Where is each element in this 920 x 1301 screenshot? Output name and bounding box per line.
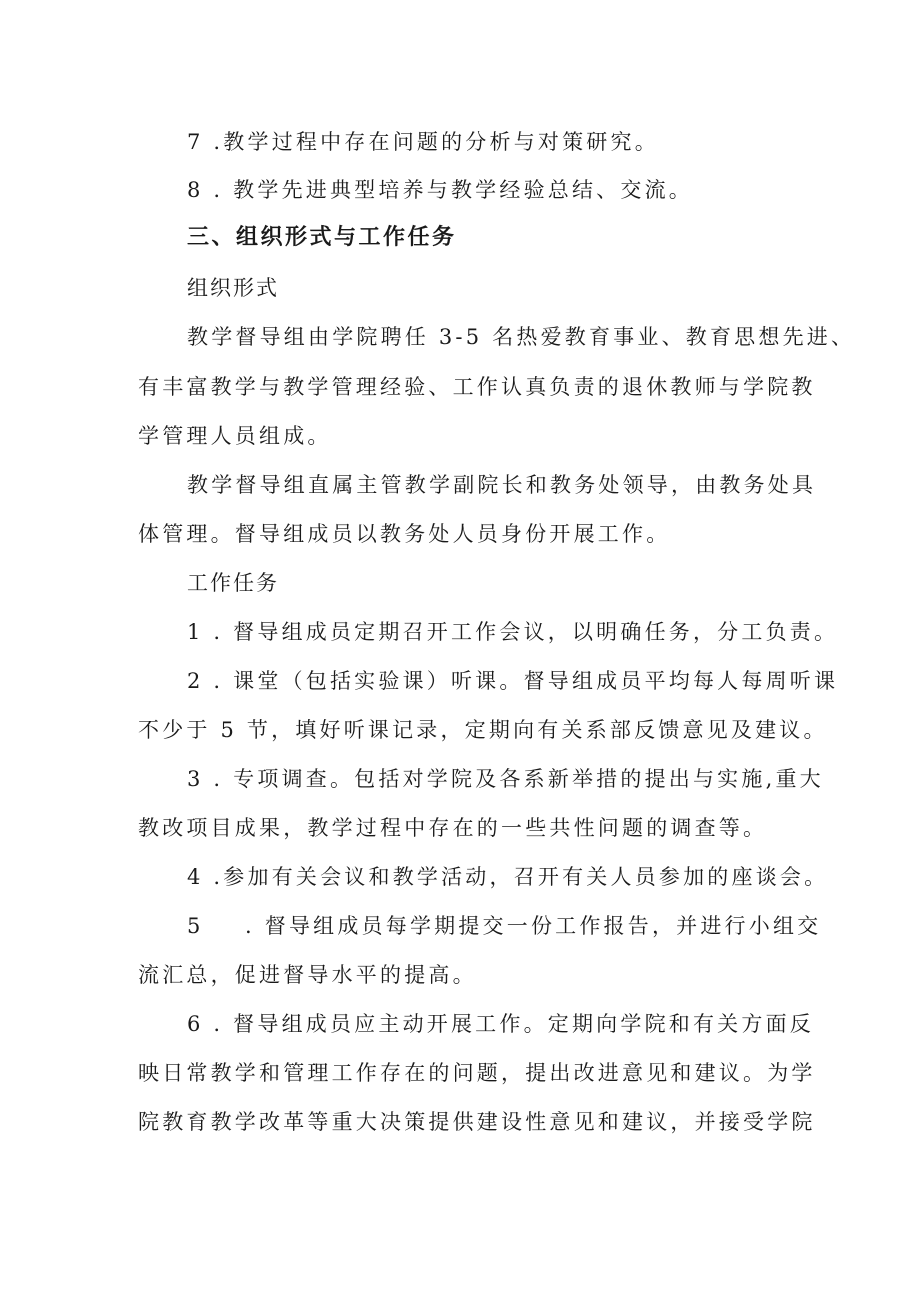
task-2-line-1: 2 . 课堂（包括实验课）听课。督导组成员平均每人每周听课 — [187, 669, 839, 693]
task-5-line-1 — [187, 911, 821, 941]
org-paragraph-1-line-3: 学管理人员组成。 — [138, 424, 332, 448]
org-form-heading: 组织形式 — [187, 276, 279, 300]
list-item-7: 7 .教学过程中存在问题的分析与对策研究。 — [187, 130, 659, 154]
task-3-line-2: 教改项目成果，教学过程中存在的一些共性问题的调查等。 — [138, 816, 768, 840]
org-paragraph-1-line-2: 有丰富教学与教学管理经验、工作认真负责的退休教师与学院教 — [138, 375, 816, 399]
tasks-heading: 工作任务 — [187, 571, 279, 595]
org-paragraph-2-line-2: 体管理。督导组成员以教务处人员身份开展工作。 — [138, 522, 671, 546]
task-4: 4 .参加有关会议和教学活动，召开有关人员参加的座谈会。 — [187, 865, 829, 889]
task-6-line-2: 映日常教学和管理工作存在的问题，提出改进意见和建议。为学 — [138, 1061, 816, 1085]
task-6-line-1: 6 . 督导组成员应主动开展工作。定期向学院和有关方面反 — [187, 1012, 814, 1036]
task-1: 1 . 督导组成员定期召开工作会议，以明确任务，分工负责。 — [187, 620, 839, 644]
task-5-number: 5 — [187, 914, 204, 938]
task-3-line-1: 3 . 专项调查。包括对学院及各系新举措的提出与实施,重大 — [187, 767, 824, 791]
section-title: 三、组织形式与工作任务 — [187, 225, 457, 250]
org-paragraph-2-line-1: 教学督导组直属主管教学副院长和教务处领导，由教务处具 — [187, 473, 817, 497]
task-5-line-2: 流汇总，促进督导水平的提高。 — [138, 963, 477, 987]
task-6-line-3: 院教育教学改革等重大决策提供建设性意见和建议，并接受学院 — [138, 1110, 816, 1134]
task-2-line-2: 不少于 5 节，填好听课记录，定期向有关系部反馈意见及建议。 — [138, 718, 828, 742]
list-item-8: 8 . 教学先进典型培养与教学经验总结、交流。 — [187, 178, 693, 202]
task-5-text: . 督导组成员每学期提交一份工作报告，并进行小组交 — [245, 914, 822, 938]
org-paragraph-1-line-1: 教学督导组由学院聘任 3-5 名热爱教育事业、教育思想先进、 — [187, 325, 856, 349]
